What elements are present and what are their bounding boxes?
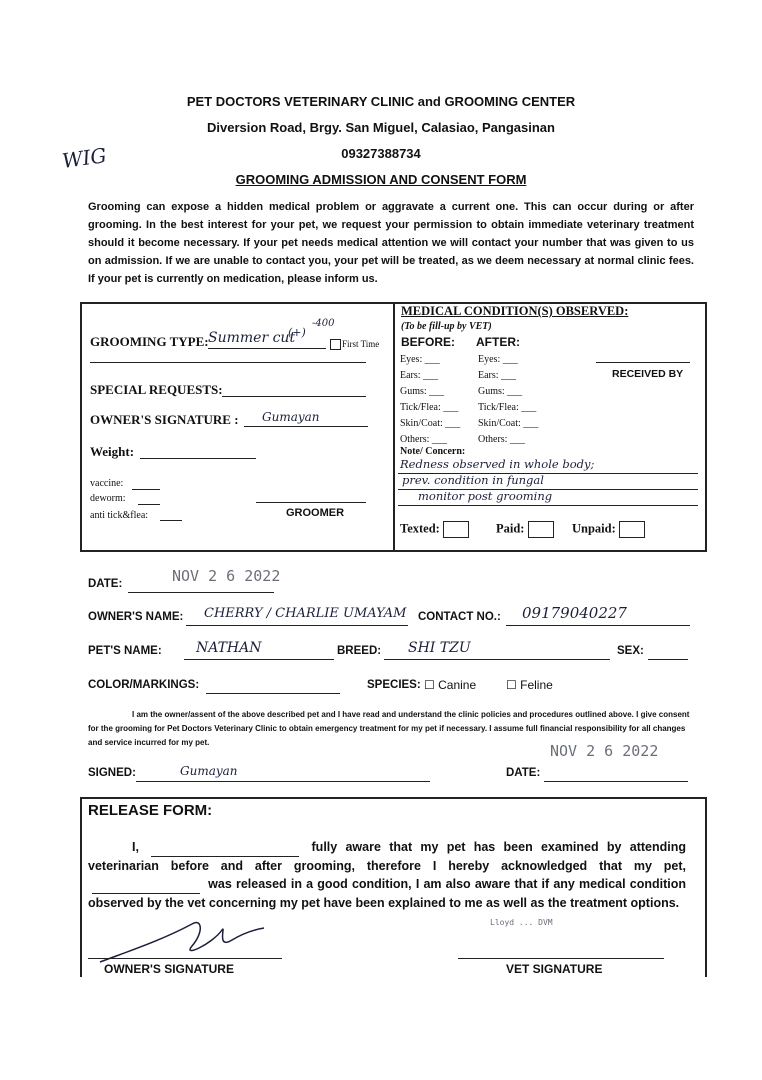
after-list [478, 352, 538, 448]
after-row: Ears: ___ [478, 370, 517, 381]
vaccine-line [132, 489, 160, 490]
release-title: RELEASE FORM: [88, 802, 213, 819]
note-line: monitor post grooming [418, 489, 553, 503]
species-canine[interactable] [424, 678, 476, 692]
before-row: Tick/Flea: ___ [400, 402, 459, 413]
form-title: GROOMING ADMISSION AND CONSENT FORM [235, 172, 527, 187]
signed-line [136, 781, 430, 782]
first-time-checkbox[interactable] [330, 339, 341, 350]
anti-tick-label: anti tick&flea: [90, 510, 149, 521]
owner-signature-scribble [92, 910, 272, 970]
signed-date-line [544, 781, 688, 782]
date-stamp: NOV 2 6 2022 [172, 567, 281, 585]
owner-name-line [186, 625, 408, 626]
breed-label: BREED: [337, 645, 382, 657]
clinic-address: Diversion Road, Brgy. San Miguel, Calasiao, Pangasinan [207, 120, 555, 135]
release-pet-blank [92, 875, 200, 894]
vet-signature-line [458, 958, 664, 959]
note-rule-1 [398, 473, 698, 474]
received-by-label: RECEIVED BY [612, 368, 684, 380]
release-text-2: was released in a good condition, I am also aware that if any medical condition observed by the vet concerning my pet have been explained to me as well as the treatment options. [88, 877, 686, 910]
species-feline[interactable] [506, 678, 553, 692]
vet-stamp: Lloyd ... DVM [490, 918, 553, 927]
pet-name-label: PET'S NAME: [88, 645, 162, 657]
release-i-label: I, [132, 840, 139, 854]
unpaid-checkbox[interactable] [619, 521, 645, 538]
weight-label: Weight: [90, 444, 135, 459]
groomer-line [256, 502, 366, 503]
grooming-type-value: Summer cut [208, 330, 296, 346]
clinic-name: PET DOCTORS VETERINARY CLINIC and GROOMING CENTER [186, 94, 576, 109]
color-line [206, 693, 340, 694]
pet-name-line [184, 659, 334, 660]
after-row: Eyes: ___ [478, 354, 518, 365]
note-label: Note/ Concern: [400, 446, 466, 457]
grooming-type-line-2 [90, 362, 366, 363]
special-requests-label: SPECIAL REQUESTS: [90, 382, 223, 397]
owner-name-value: CHERRY / CHARLIE UMAYAM [204, 606, 407, 621]
first-time-label: First Time [342, 339, 380, 349]
before-row: Skin/Coat: ___ [400, 418, 461, 429]
signed-value: Gumayan [180, 764, 238, 778]
clinic-phone: 09327388734 [341, 146, 421, 161]
owner-release-signature-label: OWNER'S SIGNATURE [104, 962, 234, 976]
before-row: Others: ___ [400, 434, 447, 445]
grooming-type-label: GROOMING TYPE: [90, 334, 209, 349]
consent-paragraph: I am the owner/assent of the above described pet and I have read and understand the clinic policies and procedures outlined above. I give consent for the grooming for Pet Doctors Veterinary Clinic to obtain emergency treatment for my pet if necessary. I assume full financial responsibility for all changes and service incurred for my pet. [88, 710, 690, 747]
after-row: Gums: ___ [478, 386, 523, 397]
contact-label: CONTACT NO.: [418, 611, 501, 623]
paid-label: Paid: [496, 521, 525, 536]
note-text [400, 456, 700, 504]
date-label: DATE: [88, 578, 123, 590]
breed-value: SHI TZU [408, 640, 471, 656]
intro-paragraph: Grooming can expose a hidden medical problem or aggravate a current one. This can occur during or after grooming. In the best interest for your pet, we request your permission to obtain immediate veterinary treatment should it become necessary. If your pet needs medical attention we will contact your number that was given to us on admission. If we are unable to contact you, your pet will be treated, as we deem necessary at normal clinic fees. If your pet is currently on medication, please inform us. [88, 201, 694, 285]
species-feline-label: Feline [520, 678, 553, 692]
date-line [128, 592, 274, 593]
after-label: AFTER: [476, 335, 520, 349]
received-by-line [596, 362, 690, 363]
deworm-line [138, 504, 160, 505]
species-canine-label: Canine [438, 678, 477, 692]
vaccine-label: vaccine: [90, 478, 124, 489]
weight-line [140, 458, 256, 459]
grooming-type-line [208, 348, 326, 349]
owner-signature-value: Gumayan [262, 410, 320, 424]
contact-value: 09179040227 [522, 604, 627, 622]
grooming-type-note: (+) [288, 326, 306, 339]
owner-name-label: OWNER'S NAME: [88, 611, 184, 623]
release-owner-blank [151, 838, 299, 857]
breed-line [384, 659, 610, 660]
owner-signature-line [244, 426, 368, 427]
release-text-1: fully aware that my pet has been examined by attending veterinarian before and after grooming, therefore I hereby acknowledged that my pet, [88, 840, 686, 873]
medical-subtitle: (To be fill-up by VET) [401, 321, 492, 332]
species-label: SPECIES: [367, 679, 421, 691]
release-paragraph [88, 838, 686, 912]
before-list [400, 352, 460, 448]
checkbox-icon: ☐ [506, 678, 517, 692]
note-line: prev. condition in fungal [402, 473, 544, 487]
unpaid-label: Unpaid: [572, 521, 616, 536]
sex-line [648, 659, 688, 660]
before-row: Ears: ___ [400, 370, 439, 381]
owner-release-signature-line [88, 958, 282, 959]
texted-field [400, 521, 469, 538]
corner-note: WIG [60, 143, 108, 173]
signed-label: SIGNED: [88, 767, 136, 779]
medical-title: MEDICAL CONDITION(S) OBSERVED: [401, 304, 629, 318]
pet-name-value: NATHAN [196, 640, 262, 656]
note-rule-3 [398, 505, 698, 506]
owner-signature-label: OWNER'S SIGNATURE : [90, 412, 239, 427]
unpaid-field [572, 521, 645, 538]
signed-date-stamp: NOV 2 6 2022 [550, 742, 659, 760]
deworm-label: deworm: [90, 493, 126, 504]
special-requests-line [222, 396, 366, 397]
contact-line [506, 625, 690, 626]
texted-label: Texted: [400, 521, 440, 536]
after-row: Others: ___ [478, 434, 525, 445]
after-row: Skin/Coat: ___ [478, 418, 539, 429]
sex-label: SEX: [617, 645, 644, 657]
grooming-type-price: -400 [312, 318, 335, 329]
note-line: Redness observed in whole body; [400, 457, 595, 471]
before-row: Gums: ___ [400, 386, 445, 397]
texted-checkbox[interactable] [443, 521, 469, 538]
paid-field [496, 521, 554, 538]
checkbox-icon: ☐ [424, 678, 435, 692]
vet-signature-label: VET SIGNATURE [506, 962, 603, 976]
groomer-label: GROOMER [286, 507, 345, 519]
paid-checkbox[interactable] [528, 521, 554, 538]
note-rule-2 [398, 489, 698, 490]
before-row: Eyes: ___ [400, 354, 440, 365]
anti-tick-line [160, 520, 182, 521]
after-row: Tick/Flea: ___ [478, 402, 537, 413]
before-label: BEFORE: [401, 335, 455, 349]
signed-date-label: DATE: [506, 767, 541, 779]
color-label: COLOR/MARKINGS: [88, 679, 200, 691]
box-divider [393, 302, 395, 552]
